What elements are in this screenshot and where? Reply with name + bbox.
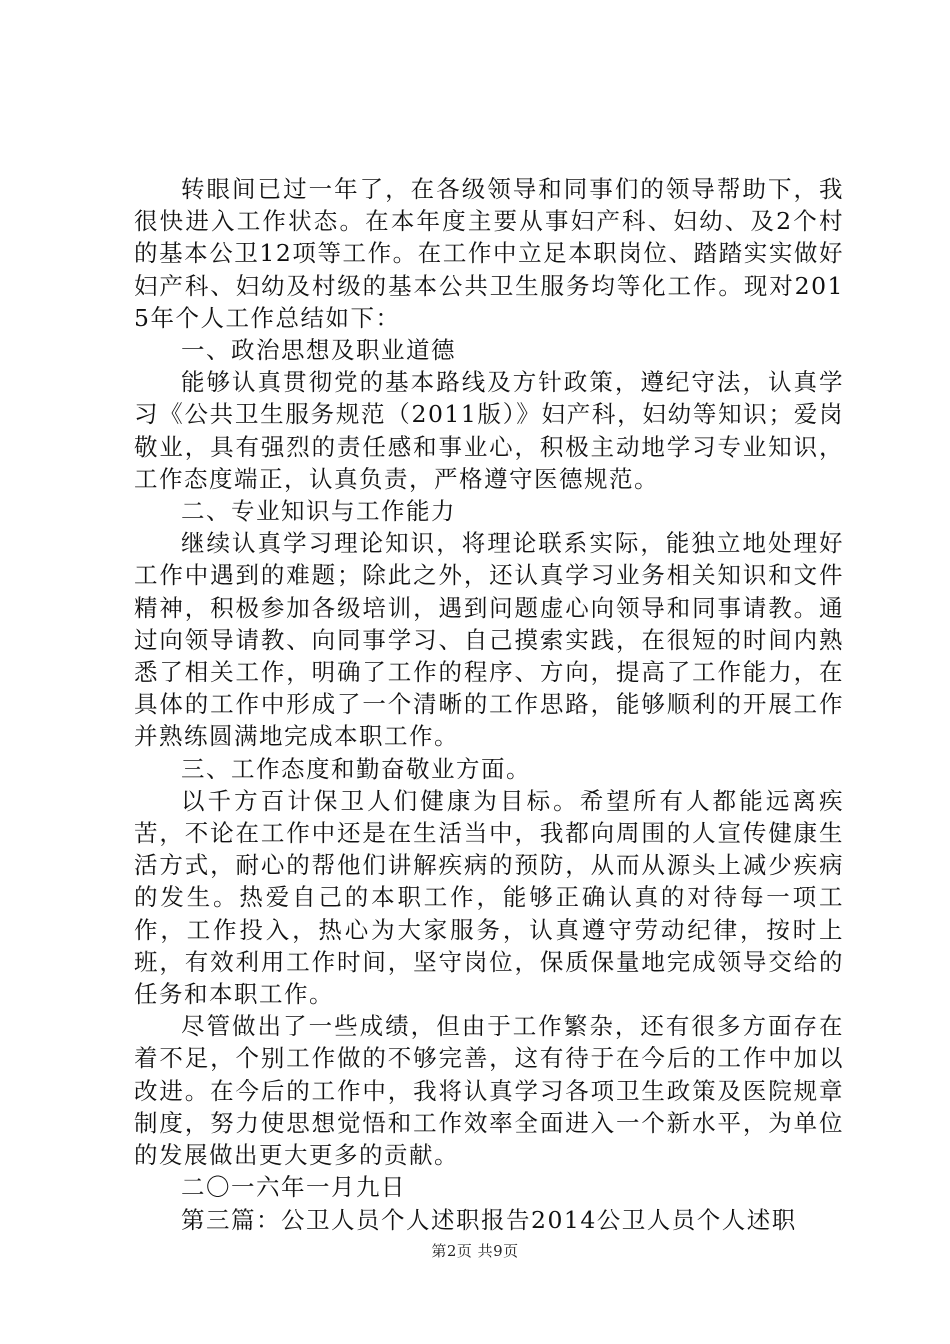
closing-paragraph: 尽管做出了一些成绩，但由于工作繁杂，还有很多方面存在着不足，个别工作做的不够完善，这有待于在今后的工作中加以改进。在今后的工作中，我将认真学习各项卫生政策及医院规章制度，努力使思想觉悟和工作效率全面进入一个新水平，为单位的发展做出更大更多的贡献。 bbox=[134, 1012, 844, 1170]
page-number-footer: 第2页 共9页 bbox=[431, 1242, 519, 1260]
section-heading-1: 一、政治思想及职业道德 bbox=[181, 336, 456, 365]
section-2-paragraph: 继续认真学习理论知识，将理论联系实际，能独立地处理好工作中遇到的难题；除此之外，还认真学习业务相关知识和文件精神，积极参加各级培训，遇到问题虚心向领导和同事请教。通过向领导请教、向同事学习、自己摸索实践，在很短的时间内熟悉了相关工作，明确了工作的程序、方向，提高了工作能力，在具体的工作中形成了一个清晰的工作思路，能够顺利的开展工作并熟练圆满地完成本职工作。 bbox=[134, 529, 844, 751]
section-heading-2: 二、专业知识与工作能力 bbox=[181, 497, 456, 526]
intro-paragraph: 转眼间已过一年了，在各级领导和同事们的领导帮助下，我很快进入工作状态。在本年度主要从事妇产科、妇幼、及2个村的基本公卫12项等工作。在工作中立足本职岗位、踏踏实实做好妇产科、妇幼及村级的基本公共卫生服务均等化工作。现对2015年个人工作总结如下： bbox=[134, 175, 844, 332]
date-line: 二〇一六年一月九日 bbox=[181, 1173, 406, 1202]
document-body bbox=[134, 173, 844, 1236]
section-3-paragraph: 以千方百计保卫人们健康为目标。希望所有人都能远离疾苦，不论在工作中还是在生活当中，我都向周围的人宣传健康生活方式，耐心的帮他们讲解疾病的预防，从而从源头上减少疾病的发生。热爱自己的本职工作，能够正确认真的对待每一项工作，工作投入，热心为大家服务，认真遵守劳动纪律，按时上班，有效利用工作时间，坚守岗位，保质保量地完成领导交给的任务和本职工作。 bbox=[134, 786, 844, 1009]
section-1-paragraph: 能够认真贯彻党的基本路线及方针政策，遵纪守法，认真学习《公共卫生服务规范（2011版）》妇产科，妇幼等知识；爱岗敬业，具有强烈的责任感和事业心，积极主动地学习专业知识，工作态度端正，认真负责，严格遵守医德规范。 bbox=[134, 368, 844, 493]
next-article-title: 第三篇：公卫人员个人述职报告2014公卫人员个人述职 bbox=[181, 1205, 797, 1234]
section-heading-3: 三、工作态度和勤奋敬业方面。 bbox=[181, 754, 531, 783]
